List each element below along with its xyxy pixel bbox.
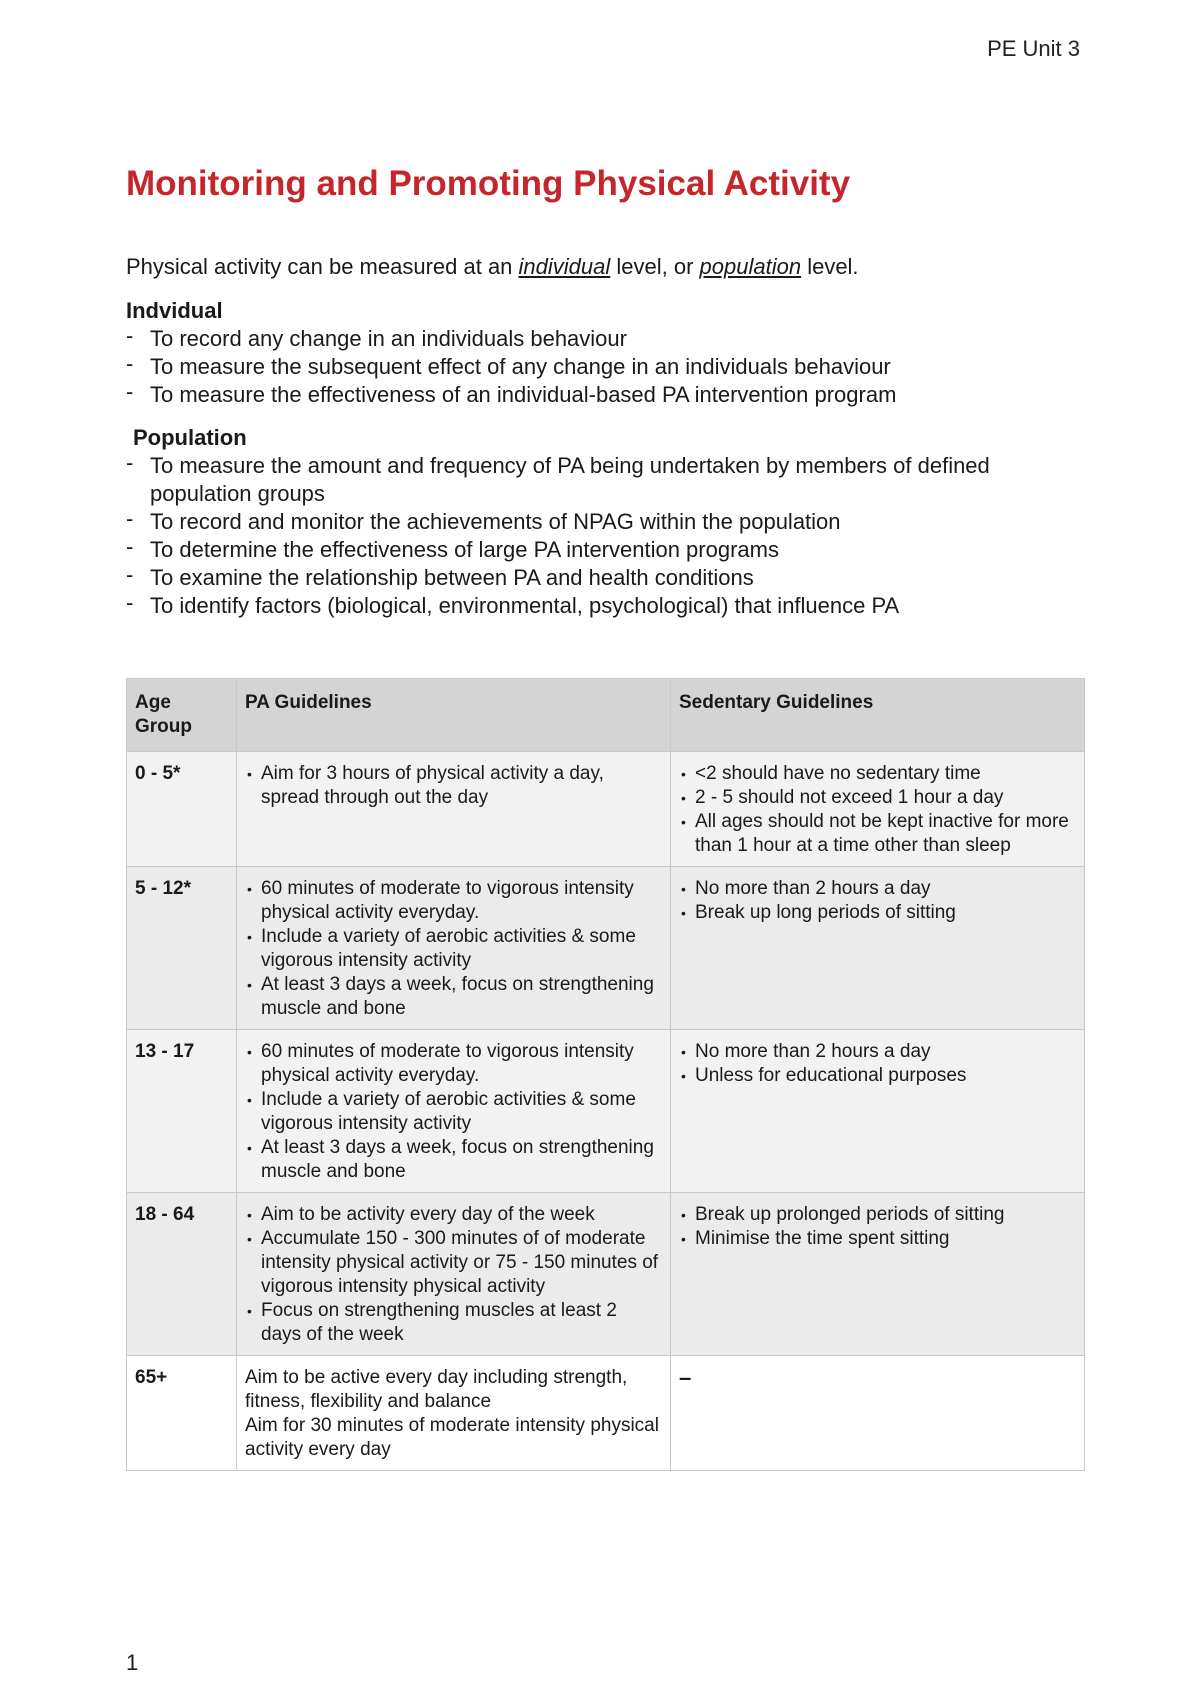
list-item: - To measure the effectiveness of an individual-based PA intervention program	[126, 381, 1086, 409]
sedentary-cell	[671, 1030, 1085, 1193]
page-title: Monitoring and Promoting Physical Activity	[126, 164, 851, 203]
age-cell: 0 - 5*	[127, 752, 237, 867]
sedentary-cell: –	[671, 1356, 1085, 1471]
list-item: • At least 3 days a week, focus on strengthening muscle and bone	[245, 973, 662, 1021]
list-item: • 2 - 5 should not exceed 1 hour a day	[679, 786, 1076, 810]
age-cell: 13 - 17	[127, 1030, 237, 1193]
table-row	[127, 1193, 1085, 1356]
individual-heading: Indvidual	[126, 298, 223, 323]
list-item: • At least 3 days a week, focus on strengthening muscle and bone	[245, 1136, 662, 1184]
sedentary-cell	[671, 867, 1085, 1030]
intro-prefix: Physical activity can be measured at an	[126, 254, 519, 279]
pa-cell	[237, 752, 671, 867]
age-cell: 5 - 12*	[127, 867, 237, 1030]
list-item: - To record any change in an individuals behaviour	[126, 325, 1086, 353]
pa-cell	[237, 1356, 671, 1471]
list-item: • Focus on strengthening muscles at least 2 days of the week	[245, 1299, 662, 1347]
list-item: • Break up prolonged periods of sitting	[679, 1203, 1076, 1227]
list-item: • No more than 2 hours a day	[679, 877, 1076, 901]
table-header-row	[127, 679, 1085, 752]
population-section	[126, 424, 1086, 620]
plain-text-line: Aim for 30 minutes of moderate intensity physical activity every day	[245, 1415, 659, 1460]
list-item: - To measure the amount and frequency of PA being undertaken by members of defined population groups	[126, 452, 1086, 508]
list-item: - To examine the relationship between PA and health conditions	[126, 564, 1086, 592]
list-item: • All ages should not be kept inactive for more than 1 hour at a time other than sleep	[679, 810, 1076, 858]
list-item: • Unless for educational purposes	[679, 1064, 1076, 1088]
table-row	[127, 752, 1085, 867]
list-item: - To identify factors (biological, environmental, psychological) that influence PA	[126, 592, 1086, 620]
list-item: • Aim to be activity every day of the week	[245, 1203, 662, 1227]
table-row	[127, 1356, 1085, 1471]
list-item: • Include a variety of aerobic activities & some vigorous intensity activity	[245, 925, 662, 973]
header-pa-guidelines: PA Guidelines	[237, 679, 671, 752]
table-row	[127, 867, 1085, 1030]
list-item: - To measure the subsequent effect of any change in an individuals behaviour	[126, 353, 1086, 381]
header-sedentary-guidelines: Sedentary Guidelines	[671, 679, 1085, 752]
population-list	[126, 452, 1086, 620]
table-row	[127, 1030, 1085, 1193]
list-item: • 60 minutes of moderate to vigorous intensity physical activity everyday.	[245, 1040, 662, 1088]
individual-section	[126, 297, 1086, 409]
list-item: • Aim for 3 hours of physical activity a day, spread through out the day	[245, 762, 662, 810]
page-number: 1	[126, 1650, 139, 1675]
sedentary-cell	[671, 1193, 1085, 1356]
intro-population-word: population	[699, 254, 802, 279]
guidelines-table	[126, 678, 1085, 1471]
list-item: • Break up long periods of sitting	[679, 901, 1076, 925]
list-item: • No more than 2 hours a day	[679, 1040, 1076, 1064]
list-item: • Minimise the time spent sitting	[679, 1227, 1076, 1251]
intro-paragraph	[126, 253, 859, 281]
list-item: • Include a variety of aerobic activities & some vigorous intensity activity	[245, 1088, 662, 1136]
intro-middle: level, or	[610, 254, 700, 279]
list-item: • Accumulate 150 - 300 minutes of of moderate intensity physical activity or 75 - 150 minutes of vigorous intensity physical activity	[245, 1227, 662, 1299]
plain-text-line: Aim to be active every day including strength, fitness, flexibility and balance	[245, 1367, 628, 1412]
age-cell: 18 - 64	[127, 1193, 237, 1356]
individual-list	[126, 325, 1086, 409]
list-item: • 60 minutes of moderate to vigorous intensity physical activity everyday.	[245, 877, 662, 925]
population-heading: Population	[133, 425, 247, 450]
sedentary-cell	[671, 752, 1085, 867]
pa-cell	[237, 1030, 671, 1193]
intro-suffix: level.	[801, 254, 859, 279]
pa-cell	[237, 1193, 671, 1356]
header-unit-label: PE Unit 3	[987, 36, 1080, 61]
list-item: - To record and monitor the achievements of NPAG within the population	[126, 508, 1086, 536]
intro-individual-word: individual	[518, 254, 611, 279]
list-item: - To determine the effectiveness of large PA intervention programs	[126, 536, 1086, 564]
age-cell: 65+	[127, 1356, 237, 1471]
list-item: • <2 should have no sedentary time	[679, 762, 1076, 786]
pa-cell	[237, 867, 671, 1030]
header-age-group: Age Group	[127, 679, 237, 752]
